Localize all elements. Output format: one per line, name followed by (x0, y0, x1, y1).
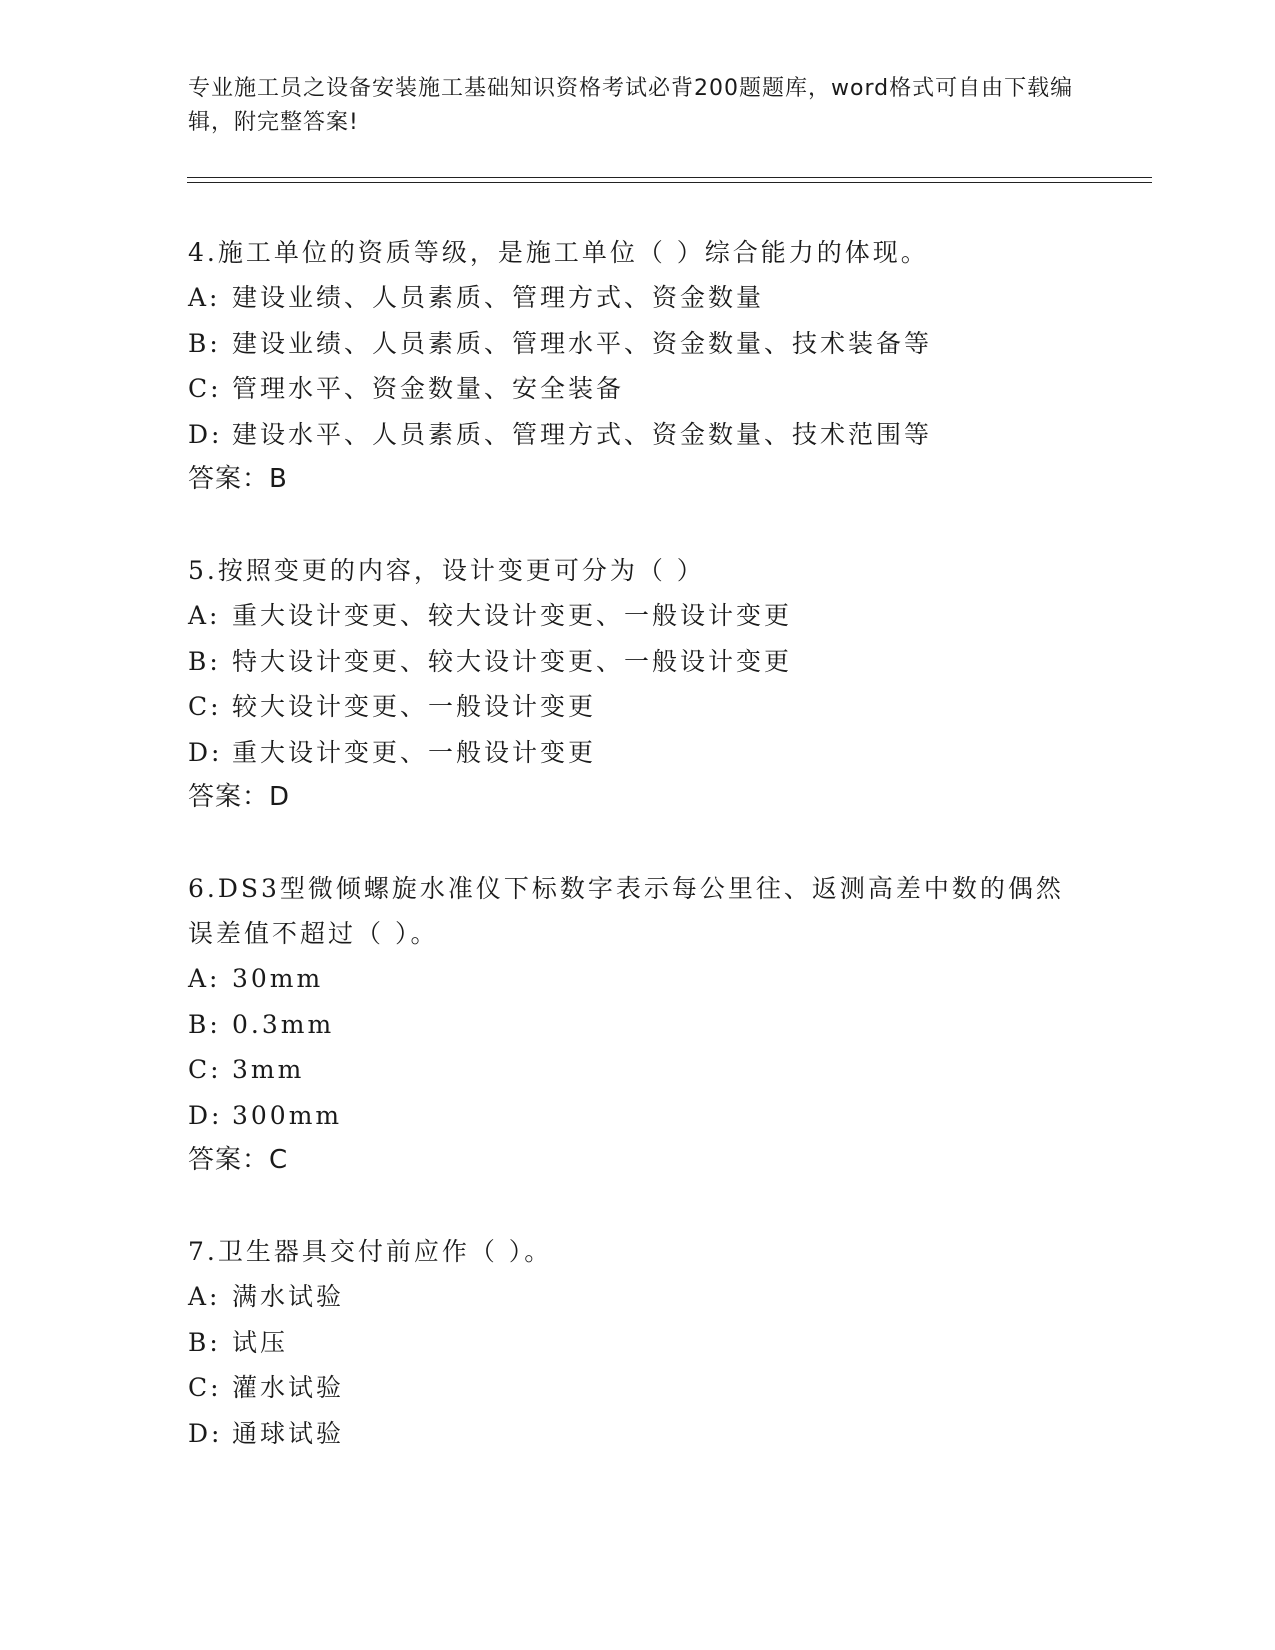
option-b (188, 321, 1088, 367)
option-c (188, 1047, 1088, 1093)
option-text: 重大设计变更、一般设计变更 (232, 737, 597, 767)
option-b (188, 1002, 1088, 1048)
option-text: 较大设计变更、一般设计变更 (232, 692, 597, 721)
question-6 (188, 866, 1088, 1183)
option-text: 0.3mm (232, 1009, 335, 1039)
option-letter: B: (188, 646, 221, 676)
option-text: 建设水平、人员素质、管理方式、资金数量、技术范围等 (232, 419, 933, 449)
question-7 (188, 1229, 1088, 1456)
option-letter: D: (188, 419, 223, 449)
option-letter: B: (188, 1327, 221, 1357)
option-a (188, 593, 1088, 639)
answer-label: 答案：D (188, 782, 291, 812)
option-letter: A: (188, 964, 221, 993)
option-c (188, 1365, 1088, 1411)
option-text: 30mm (232, 964, 324, 993)
option-letter: D: (188, 1418, 223, 1448)
option-letter: B: (188, 1009, 221, 1039)
option-text: 3mm (232, 1055, 305, 1084)
option-text: 灌水试验 (232, 1373, 345, 1402)
option-c (188, 366, 1088, 412)
answer-label: 答案：C (188, 1145, 289, 1175)
option-letter: A: (188, 1282, 221, 1311)
question-stem: 6.DS3型微倾螺旋水准仪下标数字表示每公里往、返测高差中数的偶然误差值不超过（ ）。 (188, 874, 1064, 948)
option-text: 管理水平、资金数量、安全装备 (232, 374, 625, 403)
option-text: 300mm (232, 1100, 343, 1130)
option-letter: D: (188, 737, 223, 767)
option-letter: C: (188, 374, 222, 403)
option-d (188, 412, 1088, 458)
option-a (188, 956, 1088, 1002)
option-letter: C: (188, 1373, 222, 1402)
question-stem: 7.卫生器具交付前应作（ ）。 (188, 1237, 553, 1266)
question-list (188, 230, 1088, 1502)
option-d (188, 730, 1088, 776)
header-divider-top (187, 177, 1152, 178)
option-a (188, 275, 1088, 321)
option-letter: A: (188, 601, 221, 630)
document-header-title: 专业施工员之设备安装施工基础知识资格考试必背200题题库，word格式可自由下载编辑，附完整答案! (188, 76, 1074, 135)
option-d (188, 1093, 1088, 1139)
option-letter: D: (188, 1100, 223, 1130)
option-a (188, 1274, 1088, 1320)
question-stem: 5.按照变更的内容，设计变更可分为（ ） (188, 556, 705, 585)
option-text: 建设业绩、人员素质、管理方式、资金数量 (232, 283, 765, 312)
option-letter: B: (188, 328, 221, 358)
option-text: 重大设计变更、较大设计变更、一般设计变更 (232, 601, 793, 630)
option-b (188, 1320, 1088, 1366)
question-4 (188, 230, 1088, 502)
option-b (188, 639, 1088, 685)
option-letter: A: (188, 283, 221, 312)
option-letter: C: (188, 692, 222, 721)
option-text: 特大设计变更、较大设计变更、一般设计变更 (232, 646, 793, 676)
option-text: 满水试验 (232, 1282, 345, 1311)
option-letter: C: (188, 1055, 222, 1084)
option-text: 通球试验 (232, 1418, 345, 1448)
option-text: 试压 (232, 1327, 289, 1357)
option-text: 建设业绩、人员素质、管理水平、资金数量、技术装备等 (232, 328, 933, 358)
answer-label: 答案：B (188, 464, 288, 494)
header-divider-bottom (187, 182, 1152, 183)
option-d (188, 1411, 1088, 1457)
question-5 (188, 548, 1088, 820)
question-stem: 4.施工单位的资质等级，是施工单位（ ）综合能力的体现。 (188, 238, 929, 267)
option-c (188, 684, 1088, 730)
